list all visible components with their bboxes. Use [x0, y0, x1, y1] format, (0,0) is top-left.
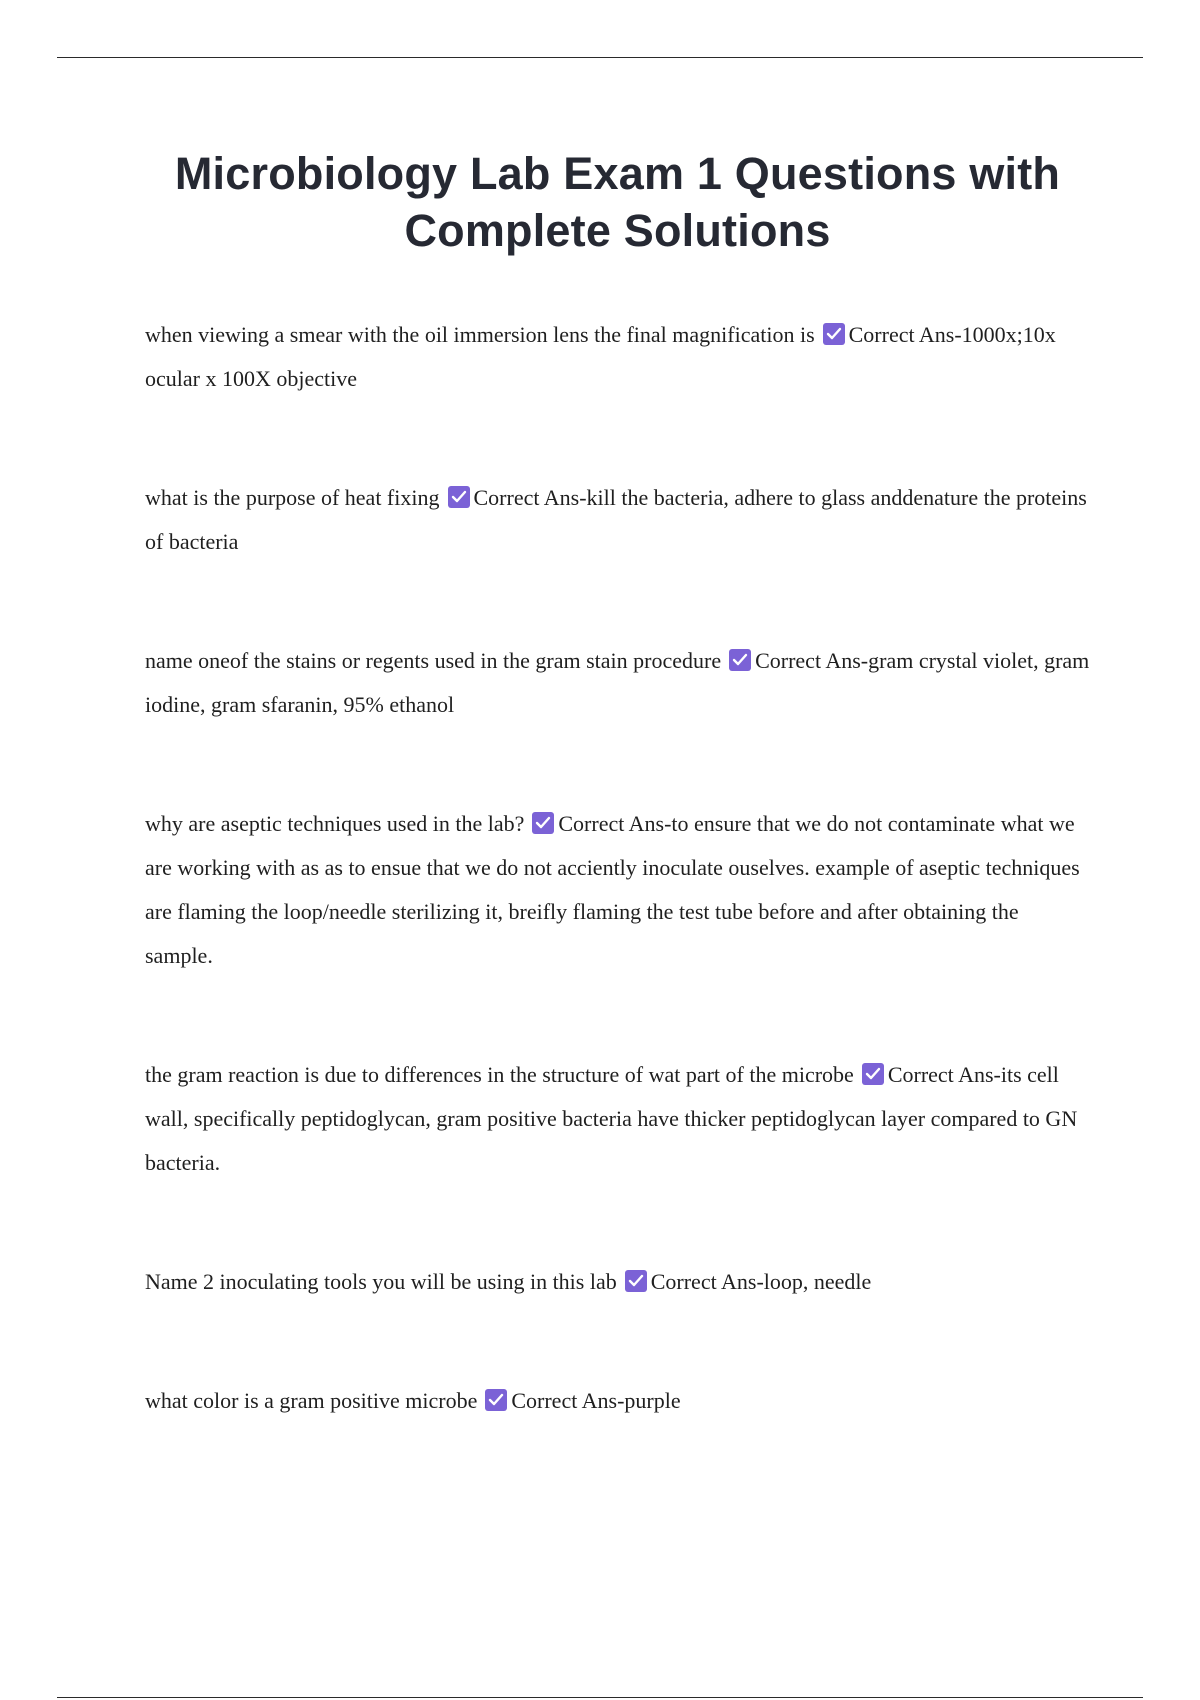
- check-box-icon: [625, 1270, 647, 1292]
- answer-text: Correct Ans-loop, needle: [650, 1269, 872, 1294]
- answer-text: Correct Ans-its cell wall, specifically peptidoglycan, gram positive bacteria have thicker peptidoglycan layer compared to GN bacteria.: [145, 1062, 1078, 1175]
- qa-item: [145, 1260, 1090, 1304]
- answer-text: Correct Ans-kill the bacteria, adhere to glass anddenature the proteins of bacteria: [145, 485, 1087, 554]
- question-text: what is the purpose of heat fixing: [145, 485, 440, 510]
- document-body: [145, 145, 1090, 1423]
- qa-item: [145, 1379, 1090, 1423]
- qa-item: [145, 476, 1090, 564]
- top-rule: [57, 57, 1143, 58]
- qa-item: [145, 802, 1090, 978]
- check-box-icon: [532, 812, 554, 834]
- answer-text: Correct Ans-1000x;10x ocular x 100X objective: [145, 322, 1056, 391]
- answer-text: Correct Ans-to ensure that we do not contaminate what we are working with as as to ensue that we do not acciently inoculate ouselves. example of aseptic techniques are flaming the loop/needle sterilizing it, breifly flaming the test tube before and after obtaining the sample.: [145, 811, 1080, 968]
- question-text: why are aseptic techniques used in the lab?: [145, 811, 525, 836]
- check-box-icon: [729, 649, 751, 671]
- check-box-icon: [823, 323, 845, 345]
- answer-text: Correct Ans-purple: [511, 1388, 681, 1413]
- qa-item: [145, 639, 1090, 727]
- check-box-icon: [862, 1063, 884, 1085]
- question-text: Name 2 inoculating tools you will be using in this lab: [145, 1269, 617, 1294]
- document-title: Microbiology Lab Exam 1 Questions with Complete Solutions: [174, 148, 1061, 256]
- question-text: what color is a gram positive microbe: [145, 1388, 478, 1413]
- qa-list: [145, 313, 1090, 1423]
- question-text: when viewing a smear with the oil immersion lens the final magnification is: [145, 322, 815, 347]
- answer-text: Correct Ans-gram crystal violet, gram iodine, gram sfaranin, 95% ethanol: [145, 648, 1090, 717]
- check-box-icon: [485, 1389, 507, 1411]
- qa-item: [145, 313, 1090, 401]
- question-text: name oneof the stains or regents used in the gram stain procedure: [145, 648, 722, 673]
- check-box-icon: [448, 486, 470, 508]
- qa-item: [145, 1053, 1090, 1185]
- bottom-rule: [57, 1697, 1143, 1698]
- question-text: the gram reaction is due to differences in the structure of wat part of the microbe: [145, 1062, 854, 1087]
